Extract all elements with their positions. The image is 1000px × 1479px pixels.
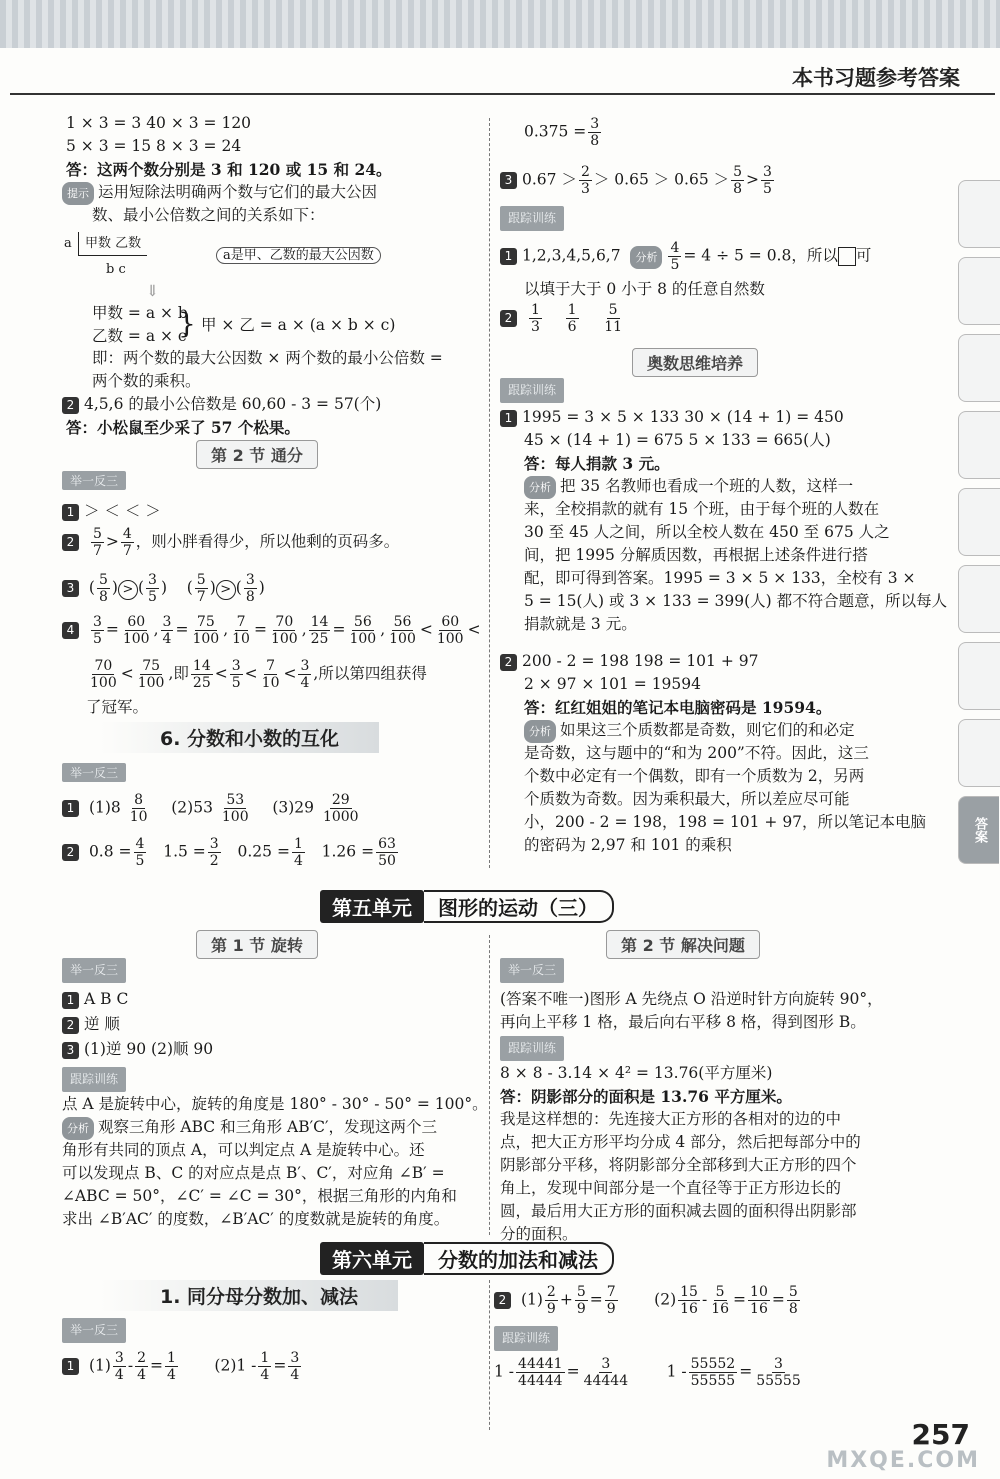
- side-tab[interactable]: [958, 411, 1000, 479]
- subsection-title: 6. 分数和小数的互化: [100, 722, 379, 753]
- text-line: 角上，发现中间部分是一个直径等于正方形边长的: [500, 1179, 842, 1197]
- text-line: 捐款就是 3 元。: [524, 615, 637, 633]
- text-line: 来，全校捐款的就有 15 个班，由于每个班的人数在: [524, 500, 880, 518]
- text-line: 分的面积。: [500, 1225, 578, 1243]
- text-part: 观察三角形 ABC 和三角形 AB′C′，发现这两个三: [98, 1118, 437, 1136]
- page-number: 257: [911, 1418, 970, 1451]
- text-part: 1995 = 3 × 5 × 133 30 × (14 + 1) = 450: [522, 408, 844, 426]
- text-part: (1): [88, 1356, 111, 1375]
- text-line: 小，200 - 2 = 198，198 = 101 + 97，所以笔记本电脑: [524, 813, 927, 831]
- side-tabs: [958, 180, 1000, 873]
- fraction: $\frac{5}{7}$: [92, 526, 102, 559]
- answer-line: 答：每人捐款 3 元。: [524, 454, 670, 473]
- text-line: ，则小胖看得少，所以他剩的页码多。: [135, 532, 400, 551]
- top-decor-band: [0, 0, 1000, 48]
- fraction: $\frac{5}{7}$: [196, 572, 206, 605]
- answer-circle: >: [216, 580, 236, 600]
- text-line: 即：两个数的最大公因数 × 两个数的最小公倍数 =: [92, 349, 443, 367]
- blank-box: [838, 247, 856, 266]
- text-part: 把 35 名教师也看成一个班的人数，这样一: [560, 477, 854, 495]
- text-part: (2): [654, 1290, 677, 1309]
- text-line: 个数中必定有一个偶数，即有一个质数为 2，另两: [524, 767, 865, 785]
- text-part: = 4 ÷ 5 = 0.8，所以: [683, 246, 838, 265]
- division-a: a: [64, 236, 72, 251]
- unit-number: 第六单元: [320, 1242, 424, 1275]
- tag-label: 举一反三: [62, 958, 126, 983]
- text-line: (答案不唯一)图形 A 先绕点 O 沿逆时针方向旋转 90°，: [500, 990, 883, 1008]
- text-line: 个质数为奇数。因为乘积最大，所以差应尽可能: [524, 790, 850, 808]
- text-line: 45 × (14 + 1) = 675 5 × 133 = 665(人): [524, 431, 831, 449]
- text-line: 可以发现点 B、C 的对应点是点 B′、C′，对应角 ∠B′ =: [62, 1164, 445, 1182]
- tag-label: 跟踪训练: [494, 1326, 558, 1351]
- tag-label: 跟踪训练: [500, 1036, 564, 1061]
- division-bottom: b c: [106, 262, 126, 277]
- text-part: A B C: [84, 990, 129, 1008]
- tag-label: 举一反三: [62, 763, 126, 782]
- text-line: 求出 ∠B′AC′ 的度数，∠B′AC′ 的度数就是旋转的角度。: [62, 1210, 450, 1228]
- tag-label: 跟踪训练: [500, 378, 564, 403]
- answer-line: 答：红红姐姐的笔记本电脑密码是 19594。: [524, 698, 832, 717]
- side-tab[interactable]: [958, 334, 1000, 402]
- watermark: MXQE.COM: [826, 1448, 980, 1473]
- hint-badge: 提示: [62, 182, 94, 205]
- text-line: 2 × 97 × 101 = 19594: [524, 675, 702, 693]
- text-line: 点 A 是旋转中心，旋转的角度是 180° - 30° - 50° = 100°。: [62, 1095, 488, 1113]
- text-part: (2)1 -: [214, 1356, 257, 1375]
- page-header-title: 本书习题参考答案: [792, 66, 960, 90]
- text-line: 8 × 8 - 3.14 × 4² = 13.76(平方厘米): [500, 1064, 773, 1082]
- text-part: 可: [855, 246, 872, 265]
- text-line: 1 × 3 = 3 40 × 3 = 120: [66, 114, 252, 132]
- unit-name: 分数的加法和减法: [424, 1242, 614, 1275]
- text-part: (2)53: [171, 798, 213, 817]
- side-tab[interactable]: [958, 180, 1000, 248]
- fraction: $\frac{4}{7}$: [122, 526, 132, 559]
- side-tab[interactable]: [958, 488, 1000, 556]
- side-tab-answers[interactable]: 答案: [958, 796, 999, 864]
- tag-label: 跟踪训练: [62, 1067, 126, 1092]
- tag-label: 跟踪训练: [500, 206, 564, 231]
- question-number: 1: [62, 992, 79, 1009]
- question-number: 1: [62, 800, 79, 817]
- section-title: 第 1 节 旋转: [196, 930, 318, 959]
- text-line: 运用短除法明确两个数与它们的最大公因: [98, 183, 378, 201]
- analysis-badge: 分析: [524, 476, 556, 499]
- question-number: 4: [62, 622, 79, 639]
- eq-result: 甲 × 乙 = a × (a × b × c): [201, 316, 396, 334]
- text-line: 数、最小公倍数之间的关系如下：: [92, 206, 325, 224]
- text-line: 阴影部分平移，将阴影部分全部移到大正方形的四个: [500, 1156, 857, 1174]
- column-divider: [489, 118, 490, 868]
- unit-number: 第五单元: [320, 890, 424, 923]
- text-part: 1.26 =: [321, 842, 375, 861]
- division-top: 甲数 乙数: [78, 232, 147, 256]
- text-line: 是奇数，这与题中的“和为 200”不符。因此，这三: [524, 744, 869, 762]
- side-tab[interactable]: [958, 257, 1000, 325]
- text-part: 1,2,3,4,5,6,7: [522, 246, 621, 265]
- eq-line: 甲数 = a × b: [92, 304, 188, 322]
- question-number: 1: [500, 248, 517, 265]
- question-number: 2: [494, 1292, 511, 1309]
- tag-label: 举一反三: [500, 958, 564, 983]
- text-part: 如果这三个质数都是奇数，则它们的和必定: [560, 721, 855, 739]
- text-line: 间，把 1995 分解质因数，再根据上述条件进行搭: [524, 546, 868, 564]
- text-line: 点，把大正方形平均分成 4 部分，然后把每部分中的: [500, 1133, 861, 1151]
- section-title: 第 2 节 通分: [196, 440, 318, 469]
- tag-label: 举一反三: [62, 471, 126, 490]
- question-number: 2: [62, 534, 79, 551]
- side-tab[interactable]: [958, 565, 1000, 633]
- text-line: 圆，最后用大正方形的面积减去圆的面积得出阴影部: [500, 1202, 857, 1220]
- text-part: 200 - 2 = 198 198 = 101 + 97: [522, 652, 759, 670]
- analysis-badge: 分析: [62, 1117, 94, 1140]
- gcd-note: a是甲、乙数的最大公因数: [216, 247, 381, 264]
- text-line: 配，即可得到答案。1995 = 3 × 5 × 133，全校有 3 ×: [524, 569, 916, 587]
- question-number: 2: [500, 310, 517, 327]
- text-part: 0.25 =: [237, 842, 290, 861]
- unit-title: [320, 890, 614, 923]
- text-line: 4,5,6 的最小公倍数是 60,60 - 3 = 57(个): [84, 395, 382, 413]
- text-part: (1)8: [88, 798, 121, 817]
- analysis-badge: 分析: [524, 720, 556, 743]
- answer-circle: >: [118, 580, 138, 600]
- question-number: 2: [62, 397, 79, 414]
- text-part: 0.8 =: [88, 842, 132, 861]
- tag-label: 举一反三: [62, 1318, 126, 1343]
- question-number: 2: [62, 1017, 79, 1034]
- subsection-title: 1. 同分母分数加、减法: [100, 1280, 398, 1311]
- question-number: 3: [500, 172, 517, 189]
- question-number: 2: [62, 844, 79, 861]
- text-line: 以填于大于 0 小于 8 的任意自然数: [524, 280, 765, 298]
- answer-line: 答：小松鼠至少采了 57 个松果。: [66, 418, 300, 437]
- column-divider: [489, 935, 490, 1235]
- text-line: ∠ABC = 50°，∠C′ = ∠C = 30°，根据三角形的内角和: [62, 1187, 457, 1205]
- question-number: 3: [62, 1042, 79, 1059]
- section-title: 第 2 节 解决问题: [606, 930, 760, 959]
- text-line: 再向上平移 1 格，最后向右平移 8 格，得到图形 B。: [500, 1013, 866, 1031]
- unit-title: [320, 1242, 614, 1275]
- text-part: (1): [520, 1290, 543, 1309]
- unit-name: 图形的运动（三）: [424, 890, 614, 923]
- text-line: 角形有共同的顶点 A，可以判定点 A 是旋转中心。还: [62, 1141, 425, 1159]
- eq-line: 乙数 = a × c: [92, 327, 187, 345]
- question-number: 1: [500, 410, 517, 427]
- fraction: $\frac{3}{5}$: [148, 572, 157, 605]
- text-line: 5 × 3 = 15 8 × 3 = 24: [66, 137, 242, 155]
- question-number: 1: [62, 504, 79, 521]
- analysis-badge: 分析: [630, 246, 662, 269]
- text-part: (3)29: [272, 798, 315, 817]
- text-line: 两个数的乘积。: [92, 372, 201, 390]
- text-line: 了冠军。: [86, 698, 149, 716]
- section-title: 奥数思维培养: [632, 348, 758, 377]
- column-divider: [489, 1280, 490, 1430]
- answer-line: 答：这两个数分别是 3 和 120 或 15 和 24。: [66, 160, 392, 179]
- header-rule: [10, 93, 995, 95]
- text-line: 30 至 45 人之间，所以全校人数在 450 至 675 人之: [524, 523, 890, 541]
- text-part: 逆 顺: [84, 1015, 120, 1033]
- question-number: 3: [62, 580, 79, 597]
- side-tab[interactable]: [958, 719, 1000, 787]
- text-line: 所以第四组获得: [318, 664, 427, 683]
- text-part: ＞ 0.65 ＞ 0.65 ＞: [593, 170, 730, 189]
- question-number: 1: [62, 1358, 79, 1375]
- text-line: 我是这样想的：先连接大正方形的各相对的边的中: [500, 1110, 842, 1128]
- side-tab[interactable]: [958, 642, 1000, 710]
- text-part: (1)逆 90 (2)顺 90: [84, 1040, 214, 1058]
- text-line: 的密码为 2,97 和 101 的乘积: [524, 836, 732, 854]
- text-part: 1.5 =: [163, 842, 206, 861]
- text-line: ＞ ＜ ＜ ＞: [84, 502, 161, 520]
- text-part: 0.375 =: [524, 122, 587, 141]
- fraction: $\frac{5}{8}$: [98, 572, 108, 605]
- text-line: 5 = 15(人) 或 3 × 133 = 399(人) 都不符合题意，所以每人: [524, 592, 948, 610]
- question-number: 2: [500, 654, 517, 671]
- fraction: $\frac{3}{8}$: [245, 572, 255, 605]
- text-part: 0.67 ＞: [522, 170, 577, 189]
- answer-line: 答：阴影部分的面积是 13.76 平方厘米。: [500, 1087, 792, 1106]
